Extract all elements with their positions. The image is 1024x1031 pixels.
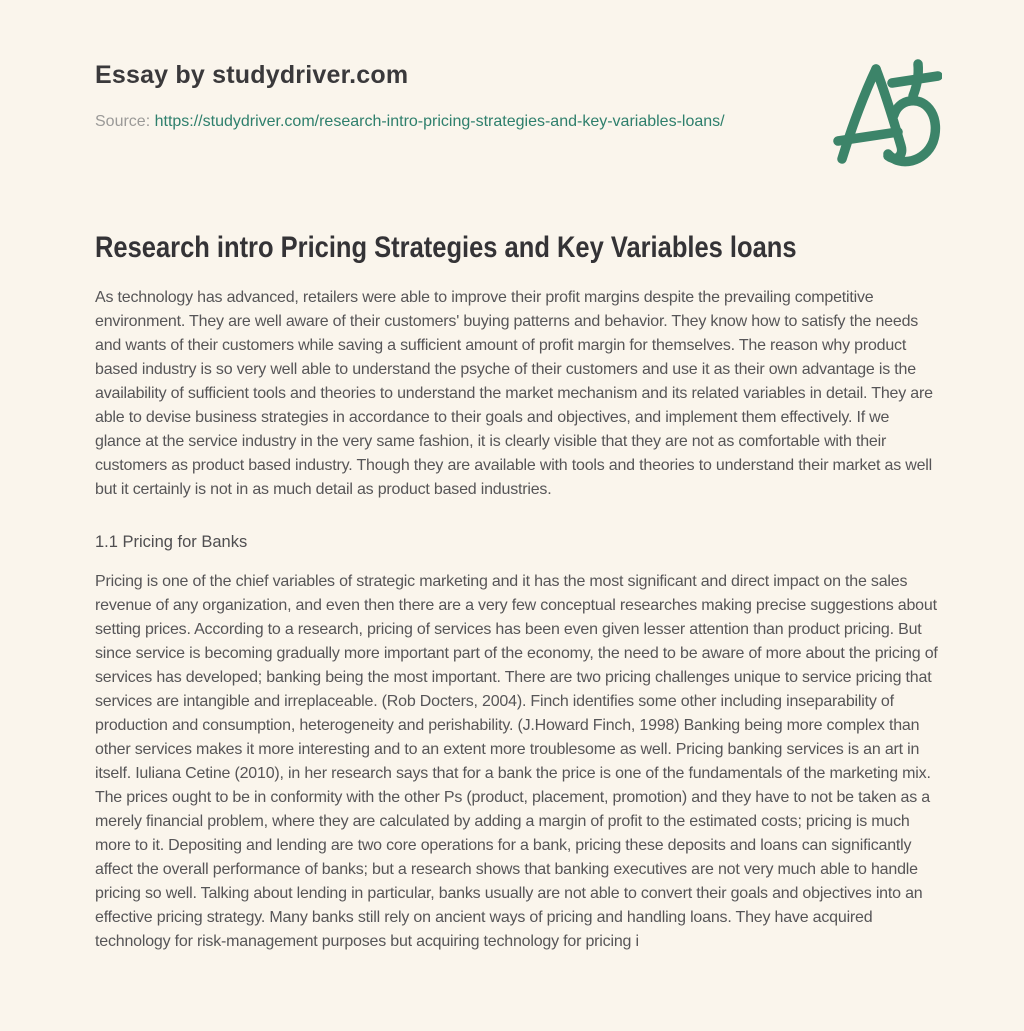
source-line: [95, 110, 760, 134]
article-title: Research intro Pricing Strategies and Key Variables loans: [95, 231, 797, 264]
source-label: Source:: [95, 113, 151, 130]
section-paragraph: Pricing is one of the chief variables of strategic marketing and it has the most significant and direct impact on the sales revenue of any organization, and even then there are a very few conceptual researches making precise suggestions about setting prices. According to a research, pricing of services has been even given lesser attention than product pricing. But since service is becoming gradually more important part of the economy, the need to be aware of more about the pricing of services has developed; banking being the most important. There are two pricing challenges unique to service pricing that services are intangible and irreplaceable. (Rob Docters, 2004). Finch identifies some other including inseparability of production and consumption, heterogeneity and perishability. (J.Howard Finch, 1998) Banking being more complex than other services makes it more interesting and to an extent more troublesome as well. Pricing banking services is an art in itself. Iuliana Cetine (2010), in her research says that for a bank the price is one of the fundamentals of the marketing mix. The prices ought to be in conformity with the other Ps (product, placement, promotion) and they have to not be taken as a merely financial problem, where they are calculated by adding a margin of profit to the estimated costs; pricing is much more to it. Depositing and lending are two core operations for a bank, pricing these deposits and loans can significantly affect the overall performance of banks; but a research shows that banking executives are not very much able to handle pricing so well. Talking about lending in particular, banks usually are not able to convert their goals and objectives into an effective pricing strategy. Many banks still rely on ancient ways of pricing and handling loans. They have acquired technology for risk-management purposes but acquiring technology for pricing i: [95, 573, 938, 950]
source-link[interactable]: https://studydriver.com/research-intro-pricing-strategies-and-key-variables-loans/: [154, 113, 725, 130]
intro-paragraph: As technology has advanced, retailers were able to improve their profit margins despite the prevailing competitive environment. They are well aware of their customers' buying patterns and behavior. They know how to satisfy the needs and wants of their customers while saving a sufficient amount of profit margin for themselves. The reason why product based industry is so very well able to understand the psyche of their customers and use it as their own advantage is the availability of sufficient tools and theories to understand the market mechanism and its related variables in detail. They are able to devise business strategies in accordance to their goals and objectives, and implement them effectively. If we glance at the service industry in the very same fashion, it is clearly visible that they are not as comfortable with their customers as product based industry. Though they are available with tools and theories to understand their market as well but it certainly is not in as much detail as product based industries.: [95, 289, 933, 498]
page-header: [95, 60, 938, 134]
essay-byline: Essay by studydriver.com: [95, 61, 409, 89]
a-plus-logo-icon: [828, 56, 942, 168]
section-heading: 1.1 Pricing for Banks: [95, 533, 248, 551]
header-text-block: [95, 60, 760, 134]
